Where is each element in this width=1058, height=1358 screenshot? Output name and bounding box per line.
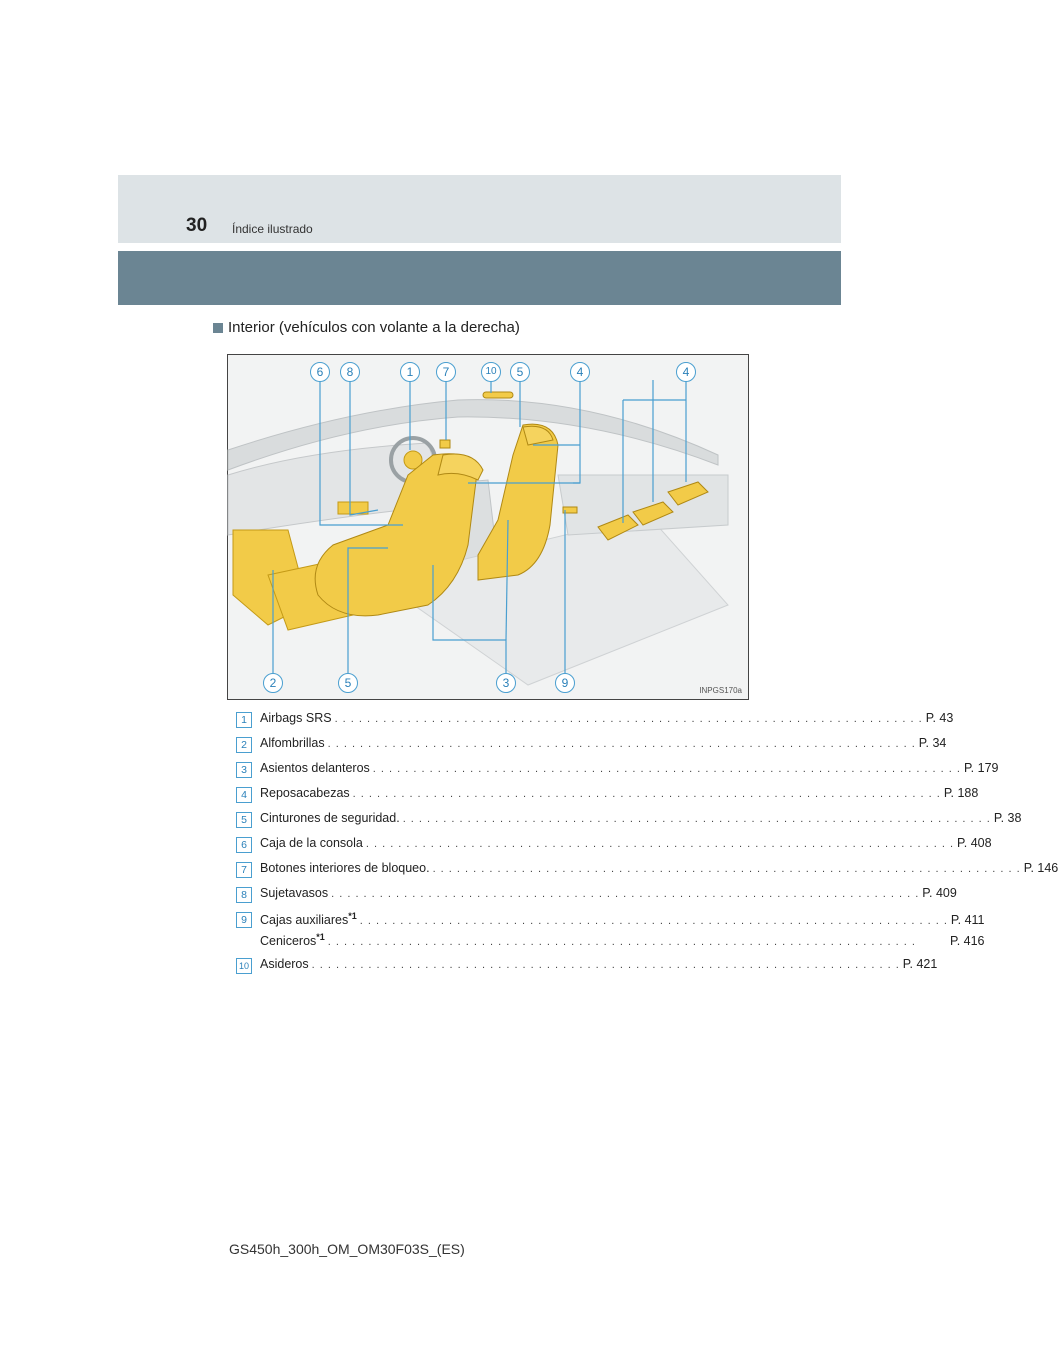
- header-bar: [118, 251, 841, 305]
- dot-leader: . . . . . . . . . . . . . . . . . . . . . . . . . . . . . . . . . . . . . . . . . . . . . . . . . . . . . . . . . . . . . . . . . . . . . . . . .: [331, 888, 920, 900]
- callout-1: 1: [400, 362, 420, 382]
- dot-leader: . . . . . . . . . . . . . . . . . . . . . . . . . . . . . . . . . . . . . . . . . . . . . . . . . . . . . . . . . . . . . . . . . . . . . . . . .: [365, 838, 955, 850]
- header-band: [118, 175, 841, 243]
- callout-4-b: 4: [676, 362, 696, 382]
- page-number: 30: [186, 215, 208, 236]
- item-page: P. 408: [957, 836, 992, 850]
- interior-illustration: [227, 354, 749, 700]
- callout-7: 7: [436, 362, 456, 382]
- item-label: Asientos delanteros: [260, 761, 370, 775]
- item-label: Asideros: [260, 957, 309, 971]
- list-item: [236, 886, 957, 911]
- list-item: [236, 957, 938, 982]
- list-item: [236, 711, 954, 736]
- section-bullet-icon: [213, 323, 223, 333]
- callout-4-a: 4: [570, 362, 590, 382]
- item-number: 10: [236, 958, 252, 974]
- dot-leader: . . . . . . . . . . . . . . . . . . . . . . . . . . . . . . . . . . . . . . . . . . . . . . . . . . . . . . . . . . . . . . . . . . . . . . . . .: [402, 813, 991, 825]
- dot-leader: . . . . . . . . . . . . . . . . . . . . . . . . . . . . . . . . . . . . . . . . . . . . . . . . . . . . . . . . . . . . . . . . . . . . . . . . .: [327, 936, 916, 949]
- callout-2: 2: [263, 673, 283, 693]
- item-label-secondary: Ceniceros$^{*1}$: [260, 932, 325, 949]
- callout-9: 9: [555, 673, 575, 693]
- dot-leader: . . . . . . . . . . . . . . . . . . . . . . . . . . . . . . . . . . . . . . . . . . . . . . . . . . . . . . . . . . . . . . . . . . . . . . . . .: [327, 738, 916, 750]
- footer-code: GS450h_300h_OM_OM30F03S_(ES): [229, 1241, 465, 1257]
- dot-leader: . . . . . . . . . . . . . . . . . . . . . . . . . . . . . . . . . . . . . . . . . . . . . . . . . . . . . . . . . . . . . . . . . . . . . . . . .: [359, 915, 948, 928]
- list-item: [236, 861, 1058, 886]
- dot-leader: . . . . . . . . . . . . . . . . . . . . . . . . . . . . . . . . . . . . . . . . . . . . . . . . . . . . . . . . . . . . . . . . . . . . . . . . .: [372, 763, 961, 775]
- dot-leader: . . . . . . . . . . . . . . . . . . . . . . . . . . . . . . . . . . . . . . . . . . . . . . . . . . . . . . . . . . . . . . . . . . . . . . . . .: [432, 863, 1021, 875]
- callout-3: 3: [496, 673, 516, 693]
- list-item: [236, 911, 985, 957]
- callout-5-bottom: 5: [338, 673, 358, 693]
- item-label: Airbags SRS: [260, 711, 332, 725]
- item-page: P. 188: [943, 786, 979, 800]
- list-item: [236, 761, 999, 786]
- item-number: 5: [236, 812, 252, 828]
- section-title: [213, 319, 520, 336]
- item-number: 4: [236, 787, 252, 803]
- callout-10: 10: [481, 362, 501, 382]
- item-label: Alfombrillas: [260, 736, 325, 750]
- item-page: P. 34: [918, 736, 947, 750]
- item-page-secondary: P. 416: [949, 934, 985, 949]
- section-title-text: Interior (vehículos con volante a la derecha): [228, 319, 520, 336]
- list-item: [236, 736, 947, 761]
- item-label: Caja de la consola: [260, 836, 363, 850]
- dot-leader: . . . . . . . . . . . . . . . . . . . . . . . . . . . . . . . . . . . . . . . . . . . . . . . . . . . . . . . . . . . . . . . . . . . . . . . . .: [311, 959, 900, 971]
- item-page: P. 179: [963, 761, 999, 775]
- item-number: 6: [236, 837, 252, 853]
- item-number: 1: [236, 712, 252, 728]
- item-page: P. 421: [902, 957, 938, 971]
- callout-8: 8: [340, 362, 360, 382]
- callout-5-top: 5: [510, 362, 530, 382]
- dot-leader: . . . . . . . . . . . . . . . . . . . . . . . . . . . . . . . . . . . . . . . . . . . . . . . . . . . . . . . . . . . . . . . . . . . . . . . . .: [352, 788, 941, 800]
- callout-6: 6: [310, 362, 330, 382]
- dot-leader: . . . . . . . . . . . . . . . . . . . . . . . . . . . . . . . . . . . . . . . . . . . . . . . . . . . . . . . . . . . . . . . . . . . . . . . . .: [334, 713, 923, 725]
- item-number: 2: [236, 737, 252, 753]
- item-number: 8: [236, 887, 252, 903]
- item-label: Sujetavasos: [260, 886, 329, 900]
- item-label: Reposacabezas: [260, 786, 350, 800]
- item-number: 3: [236, 762, 252, 778]
- item-list: [236, 711, 1058, 982]
- item-label: Cinturones de seguridad.: [260, 811, 400, 825]
- item-label: Botones interiores de bloqueo.: [260, 861, 430, 875]
- figure-code: INPGS170a: [699, 686, 742, 695]
- header-title: Índice ilustrado: [232, 222, 313, 236]
- item-number: 9: [236, 912, 252, 928]
- item-page: P. 146: [1023, 861, 1058, 875]
- item-page: P. 411: [950, 913, 985, 928]
- car-interior-drawing: [228, 355, 748, 699]
- item-page: P. 43: [925, 711, 954, 725]
- list-item: [236, 811, 1022, 836]
- item-label: Cajas auxiliares$^{*1}$: [260, 911, 357, 928]
- item-page: P. 38: [993, 811, 1022, 825]
- item-page: P. 409: [922, 886, 957, 900]
- list-item: [236, 786, 979, 811]
- item-number: 7: [236, 862, 252, 878]
- list-item: [236, 836, 992, 861]
